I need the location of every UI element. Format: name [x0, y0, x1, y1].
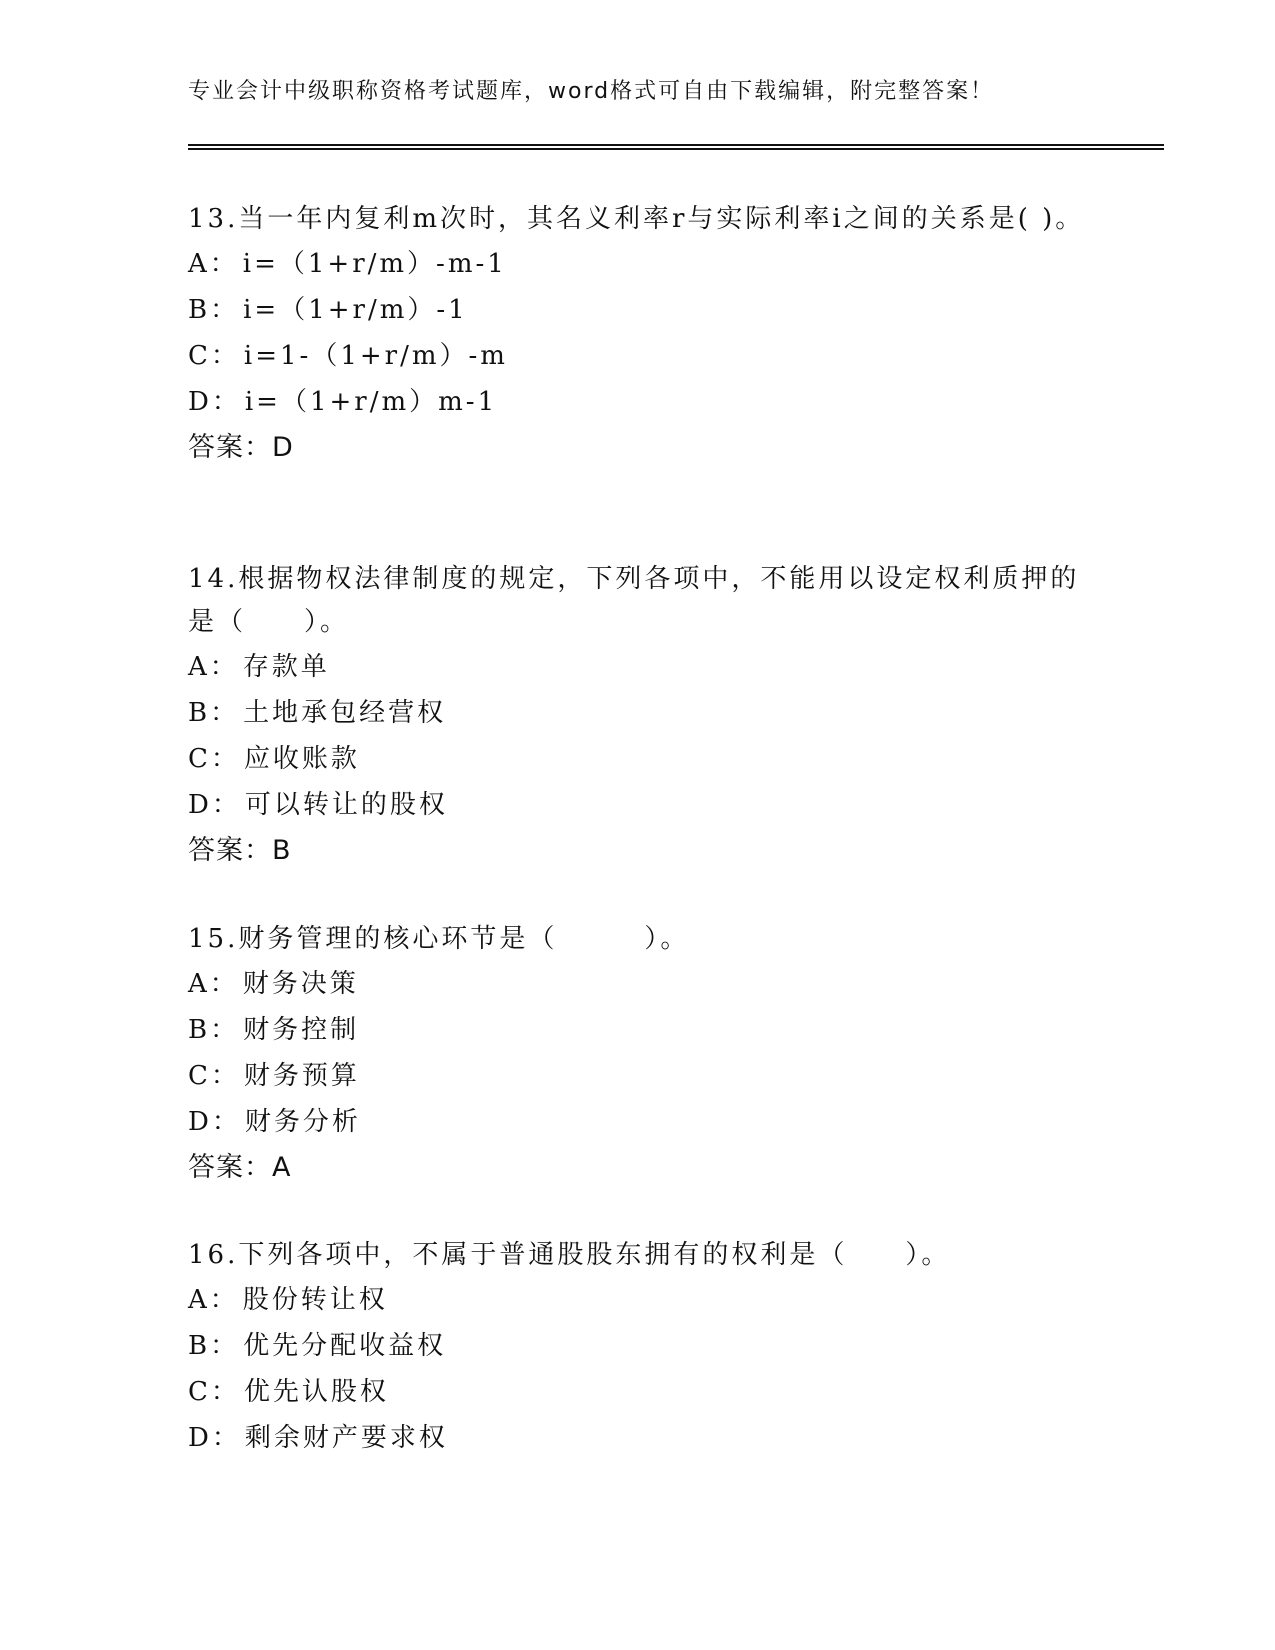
option-text: 财务预算 [243, 1061, 360, 1091]
option-b [188, 690, 1088, 736]
option-key: B： [188, 1331, 240, 1361]
option-text: 财务分析 [244, 1107, 361, 1137]
question-stem: 13.当一年内复利m次时，其名义利率r与实际利率i之间的关系是( )。 [188, 204, 1085, 234]
option-d [188, 1415, 1088, 1461]
option-text: 股份转让权 [242, 1285, 388, 1315]
option-text: i=（1+r/m）-1 [243, 295, 468, 325]
answer-label: 答案：B [188, 835, 292, 866]
option-text: i=（1+r/m）m-1 [244, 387, 498, 417]
option-d [188, 379, 1088, 425]
option-key: A： [188, 652, 239, 682]
option-text: 应收账款 [243, 744, 360, 774]
option-text: 可以转让的股权 [244, 790, 448, 820]
option-text: 财务决策 [242, 969, 359, 999]
page-header: 专业会计中级职称资格考试题库，word格式可自由下载编辑，附完整答案！ [188, 79, 995, 104]
question-16 [188, 1234, 1088, 1461]
option-key: B： [188, 1015, 240, 1045]
option-key: D： [188, 1423, 241, 1453]
option-text: i=（1+r/m）-m-1 [242, 249, 507, 279]
option-text: 优先认股权 [243, 1377, 389, 1407]
answer-label: 答案：D [188, 432, 294, 463]
question-15 [188, 918, 1088, 1191]
option-c [188, 333, 1088, 379]
question-stem: 15.财务管理的核心环节是（ ）。 [188, 924, 690, 954]
question-14 [188, 558, 1088, 874]
option-b [188, 1007, 1088, 1053]
option-text: 优先分配收益权 [243, 1331, 447, 1361]
option-key: D： [188, 387, 241, 417]
option-text: 财务控制 [243, 1015, 360, 1045]
option-text: 土地承包经营权 [243, 698, 447, 728]
question-stem: 16.下列各项中，不属于普通股股东拥有的权利是（ ）。 [188, 1240, 951, 1270]
option-a [188, 644, 1088, 690]
option-text: 剩余财产要求权 [244, 1423, 448, 1453]
option-a [188, 241, 1088, 287]
option-d [188, 782, 1088, 828]
option-key: C： [188, 1061, 240, 1091]
option-text: 存款单 [242, 652, 330, 682]
option-a [188, 961, 1088, 1007]
option-key: C： [188, 1377, 240, 1407]
option-b [188, 1323, 1088, 1369]
option-key: D： [188, 1107, 241, 1137]
option-key: B： [188, 698, 240, 728]
option-c [188, 1369, 1088, 1415]
question-stem: 14.根据物权法律制度的规定，下列各项中，不能用以设定权利质押的是（ ）。 [188, 564, 1080, 637]
question-13 [188, 198, 1088, 471]
option-c [188, 1053, 1088, 1099]
option-text: i=1-（1+r/m）-m [243, 341, 508, 371]
option-key: A： [188, 969, 239, 999]
option-key: B： [188, 295, 240, 325]
option-a [188, 1277, 1088, 1323]
option-key: A： [188, 249, 239, 279]
option-key: A： [188, 1285, 239, 1315]
option-key: C： [188, 744, 240, 774]
header-double-rule [188, 144, 1164, 150]
option-key: D： [188, 790, 241, 820]
option-b [188, 287, 1088, 333]
option-c [188, 736, 1088, 782]
option-key: C： [188, 341, 240, 371]
answer-label: 答案：A [188, 1152, 292, 1183]
option-d [188, 1099, 1088, 1145]
